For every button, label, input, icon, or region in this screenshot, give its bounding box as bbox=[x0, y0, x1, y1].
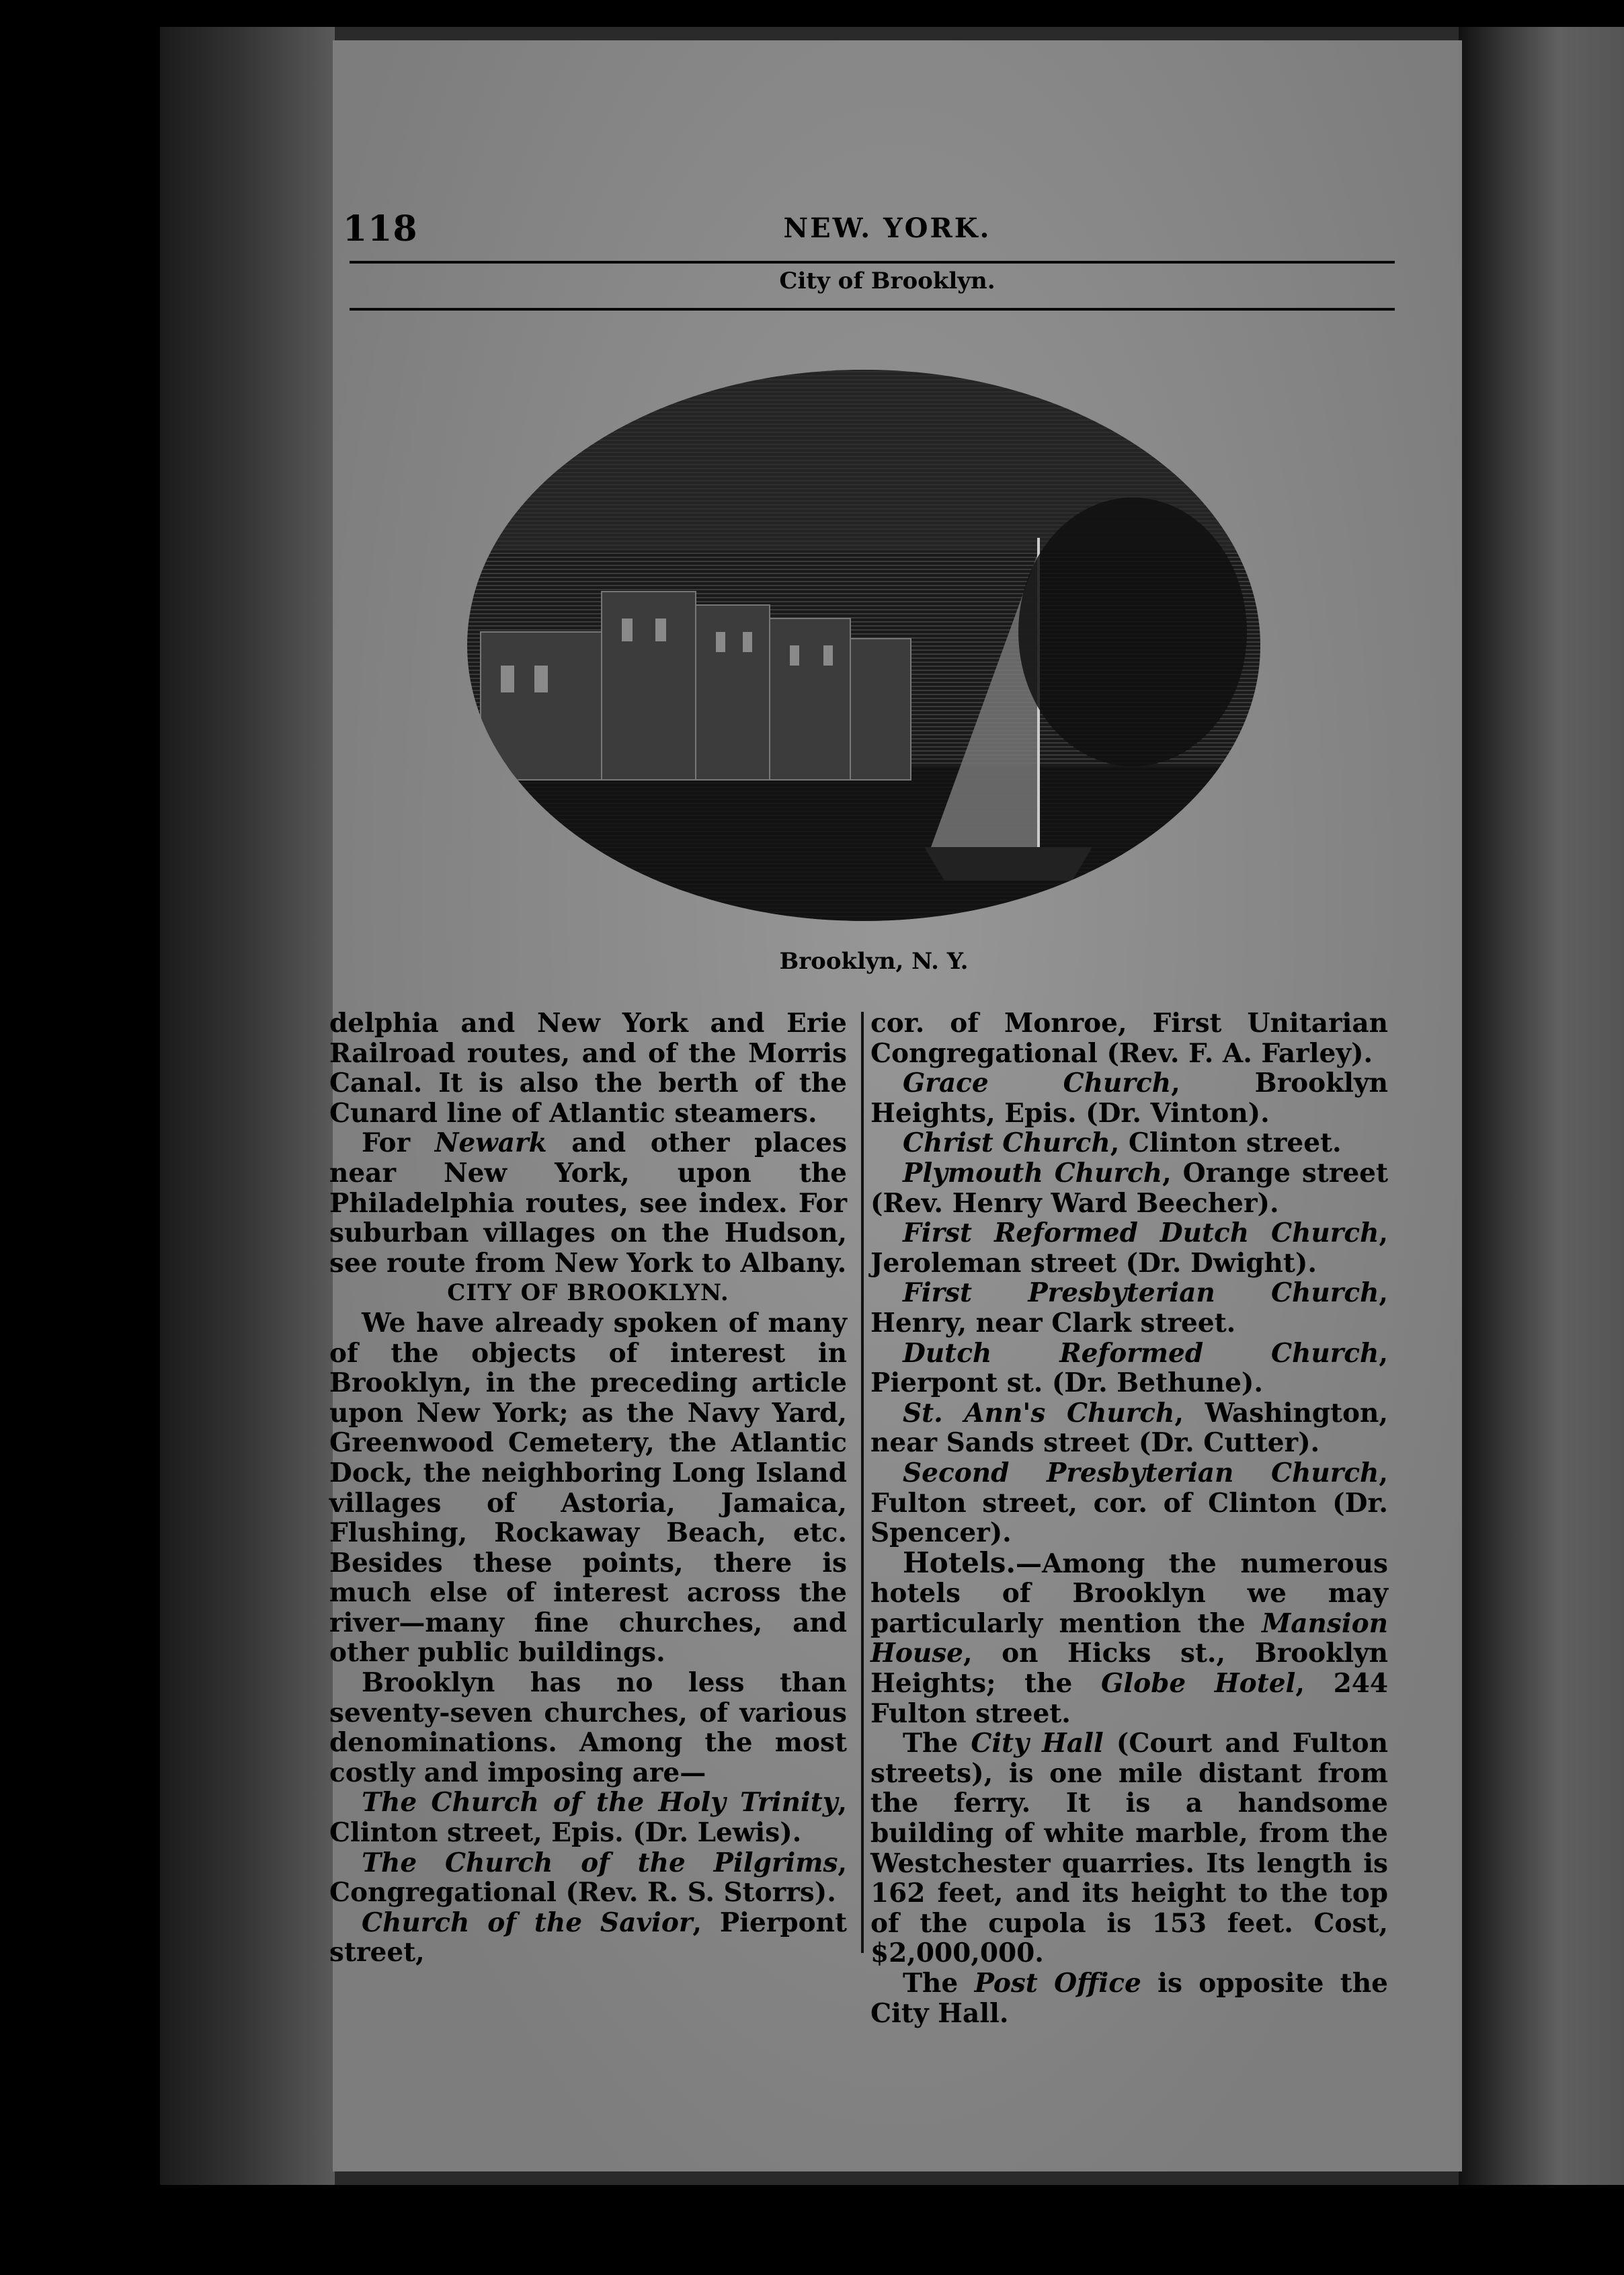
post-office-paragraph: The Post Office is opposite the City Hall. bbox=[870, 1968, 1388, 2029]
church-entry: First Presbyterian Church, Henry, near Clark street. bbox=[870, 1277, 1388, 1339]
running-head: NEW. YORK. bbox=[783, 212, 991, 244]
church-entry: Grace Church, Brooklyn Heights, Epis. (Dr. Vinton). bbox=[870, 1068, 1388, 1129]
church-entry: The Church of the Holy Trinity, Clinton street, Epis. (Dr. Lewis). bbox=[329, 1787, 847, 1849]
ship-hull bbox=[924, 847, 1092, 881]
engraving-trees bbox=[1018, 497, 1247, 766]
adjacent-page-edge bbox=[1459, 27, 1624, 2185]
church-entry: cor. of Monroe, First Unitarian Congregational (Rev. F. A. Farley). bbox=[870, 1008, 1388, 1069]
church-entry: Church of the Savior, Pierpont street, bbox=[329, 1907, 848, 1968]
church-entry: The Church of the Pilgrims, Congregational (Rev. R. S. Storrs). bbox=[329, 1847, 847, 1909]
city-of-brooklyn-heading: CITY OF BROOKLYN. bbox=[447, 1279, 729, 1307]
church-entry: Christ Church, Clinton street. bbox=[903, 1127, 1342, 1159]
left-column bbox=[329, 1008, 847, 1968]
left-paragraph-3: We have already spoken of many of the objects of interest in Brooklyn, in the preceding article upon New York; as the Navy Yard, Greenwood Cemetery, the Atlantic Dock, the neighboring Long Island villages of Astoria, Jamaica, Flushing, Rockaway Beach, etc. Besides these points, there is much else of interest across the river—many fine churches, and other public buildings. bbox=[329, 1307, 847, 1669]
left-paragraph-4: Brooklyn has no less than seventy-seven churches, of various denominations. Among the most costly and imposing are— bbox=[329, 1667, 847, 1788]
city-hall-paragraph: The City Hall (Court and Fulton streets), is one mile distant from the ferry. It is a handsome building of white marble, from the Westchester quarries. Its length is 162 feet, and its height to the top of the cupola is 153 feet. Cost, $2,000,000. bbox=[870, 1728, 1389, 1969]
section-head: City of Brooklyn. bbox=[779, 268, 996, 294]
brooklyn-engraving bbox=[460, 350, 1267, 941]
page-number: 118 bbox=[343, 208, 418, 249]
header-rule-top bbox=[350, 261, 1395, 264]
church-entry: Plymouth Church, Orange street (Rev. Henry Ward Beecher). bbox=[870, 1157, 1388, 1219]
figure-caption: Brooklyn, N. Y. bbox=[779, 948, 969, 975]
church-entry: Dutch Reformed Church, Pierpont st. (Dr. Bethune). bbox=[870, 1337, 1388, 1399]
header-rule-bottom bbox=[350, 308, 1395, 311]
column-divider bbox=[861, 1012, 864, 1953]
church-entry: St. Ann's Church, Washington, near Sands street (Dr. Cutter). bbox=[870, 1397, 1388, 1459]
engraving-water bbox=[460, 766, 1267, 941]
binding-shadow bbox=[160, 27, 335, 2185]
right-column bbox=[870, 1008, 1388, 2028]
church-entry: Second Presbyterian Church, Fulton street, cor. of Clinton (Dr. Spencer). bbox=[870, 1457, 1388, 1549]
hotels-paragraph: Hotels.—Among the numerous hotels of Brooklyn we may particularly mention the Mansion House, on Hicks st., Brooklyn Heights; the Globe Hotel, 244 Fulton street. bbox=[870, 1546, 1388, 1729]
church-entry: First Reformed Dutch Church, Jeroleman street (Dr. Dwight). bbox=[870, 1218, 1388, 1279]
left-paragraph-1: delphia and New York and Erie Railroad routes, and of the Morris Canal. It is also the berth of the Cunard line of Atlantic steamers. bbox=[329, 1008, 847, 1129]
left-paragraph-2: For Newark and other places near New York, upon the Philadelphia routes, see index. For suburban villages on the Hudson, see route from New York to Albany. bbox=[329, 1127, 847, 1279]
